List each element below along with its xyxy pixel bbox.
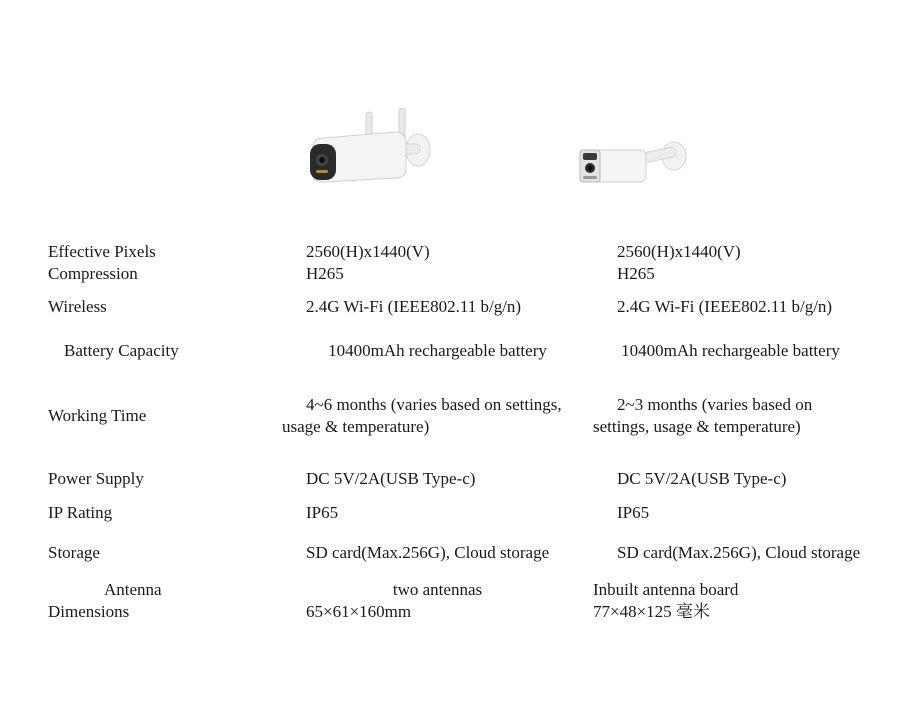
spec-value-2: DC 5V/2A(USB Type-c): [617, 469, 787, 488]
spec-value-2: SD card(Max.256G), Cloud storage: [617, 543, 861, 562]
table-row: [44, 601, 868, 623]
table-row: [44, 241, 868, 263]
spec-value-1: 10400mAh rechargeable battery: [328, 341, 547, 360]
spec-value-2: IP65: [617, 503, 650, 522]
spec-value-1: two antennas: [392, 580, 483, 599]
outdoor-camera-image: [306, 108, 436, 190]
spec-table: [44, 241, 868, 623]
spec-label: Compression: [48, 264, 138, 283]
spec-value-2: H265: [617, 264, 655, 283]
outdoor-camera-icon: [306, 108, 436, 190]
spec-label: Dimensions: [48, 602, 130, 621]
spec-value-2: 10400mAh rechargeable battery: [621, 341, 840, 360]
spec-label: IP Rating: [48, 503, 113, 522]
spec-label: Wireless: [48, 297, 107, 316]
spec-value-2: Inbuilt antenna board: [593, 580, 739, 599]
spec-label: Battery Capacity: [64, 341, 179, 360]
spec-label: Working Time: [48, 406, 147, 425]
table-row: [44, 527, 868, 579]
spec-label: Storage: [48, 543, 100, 562]
table-row: [44, 285, 868, 329]
spec-value-1: SD card(Max.256G), Cloud storage: [306, 543, 550, 562]
spec-value-1: 65×61×160mm: [306, 602, 412, 621]
bullet-camera-icon: [578, 138, 690, 188]
table-row: [44, 459, 868, 499]
table-row: [44, 329, 868, 373]
table-row: [44, 263, 868, 285]
spec-value-2: 77×48×125 毫米: [593, 602, 710, 621]
spec-value-1: 2560(H)x1440(V): [306, 242, 430, 261]
bullet-camera-image: [578, 138, 690, 188]
spec-value-2: 2~3 months (varies based on settings, usage & temperature): [593, 395, 813, 436]
table-row: [44, 499, 868, 527]
spec-value-1: IP65: [306, 503, 339, 522]
spec-value-1: H265: [306, 264, 344, 283]
table-row: [44, 373, 868, 459]
table-row: [44, 579, 868, 601]
spec-value-1: 2.4G Wi-Fi (IEEE802.11 b/g/n): [306, 297, 522, 316]
spec-label: Antenna: [104, 580, 162, 599]
spec-value-1: DC 5V/2A(USB Type-c): [306, 469, 476, 488]
spec-value-1: 4~6 months (varies based on settings, usage & temperature): [282, 395, 562, 436]
spec-label: Power Supply: [48, 469, 144, 488]
spec-value-2: 2560(H)x1440(V): [617, 242, 741, 261]
spec-label: Effective Pixels: [48, 242, 156, 261]
spec-value-2: 2.4G Wi-Fi (IEEE802.11 b/g/n): [617, 297, 833, 316]
